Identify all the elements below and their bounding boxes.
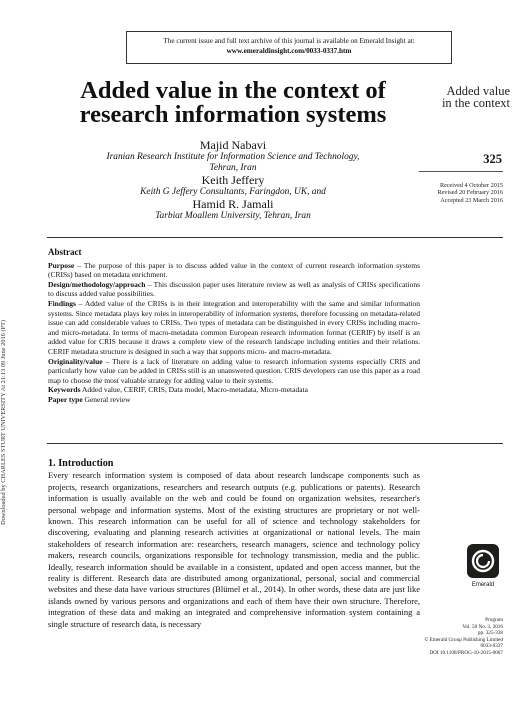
header-divider [47, 237, 503, 238]
author-name: Keith Jeffery [201, 173, 265, 187]
abstract-design: Design/methodology/approach – This discussion paper uses literature review as well as analysis of CRISs specifications to discuss added value possibilities. [48, 279, 420, 299]
introduction-heading: 1. Introduction [48, 458, 114, 469]
author-affiliation: Iranian Research Institute for Information Science and Technology, [106, 152, 360, 162]
abstract-section [48, 248, 420, 405]
abstract-purpose: Purpose – The purpose of this paper is to discuss added value in the context of current research information systems (CRISs) based on metadata enrichment. [48, 260, 420, 280]
author-affiliation: Keith G Jeffery Consultants, Faringdon, UK, and [140, 187, 326, 197]
author-affiliation: Tehran, Iran [209, 163, 257, 173]
author-affiliation: Tarbiat Moallem University, Tehran, Iran [155, 211, 311, 221]
running-section-label: Added value in the context [441, 84, 510, 110]
abstract-heading: Abstract [48, 247, 82, 257]
abstract-divider [47, 443, 503, 444]
introduction-body: Every research information system is composed of data about research landscape components such as projects, research organizations, researchers and research outputs (e.g. publications or patents). Research information is usually available on the web and could be found on organization websites, researcher's personal webpage and information systems. Most of the existing structures are proprietary or not well-known. This research information can be useful for all of science and technology stakeholders for discovering, evaluating and planning research activities at organizational or national levels. The main stakeholders of research information are: researchers, research managers, science and technology policy makers, research councils, organizations responsible for technology transmission, media and the public. Ideally, research information should be available in a consistent, updated and open access manner, but the reality is different. Research data are distributed among organizational, personal, social and commercial websites and these data have various structures (Blümel et al., 2014). In other words, these data are just like islands owned by various persons and organizations and each of them have their own structure. Therefore, integration of these data and making an integrated and comprehensive information system containing a single structure of research data, is necessary [48, 470, 420, 629]
author-name: Hamid R. Jamali [192, 197, 274, 211]
sidebar-divider [419, 171, 503, 172]
abstract-keywords: Keywords Added value, CERIF, CRIS, Data model, Macro-metadata, Micro-metadata [48, 385, 308, 395]
journal-citation-info: Program Vol. 50 No. 3, 2016 pp. 325-338 © Emerald Group Publishing Limited 0033-0337 DOI 10.1108/PROG-10-2015-0067 [424, 617, 503, 656]
access-notice-box [126, 31, 452, 64]
page-number: 325 [483, 152, 502, 166]
author-name: Majid Nabavi [199, 138, 267, 152]
received-dates: Received 4 October 2015 Revised 20 February 2016 Accepted 23 March 2016 [437, 182, 503, 204]
author-list [50, 139, 416, 222]
abstract-originality: Originality/value – There is a lack of literature on adding value to research information systems especially CRIS and particularly how value can be added in CRISs still is an unanswered question. CRIS developers can use this paper as a road map to choose the most valuable strategy for adding value to their systems. [48, 356, 420, 385]
article-title: Added value in the context of research information systems [79, 77, 387, 128]
journal-url-link[interactable]: www.emeraldinsight.com/0033-0337.htm [226, 47, 352, 55]
abstract-paper-type: Paper type General review [48, 394, 131, 404]
abstract-findings: Findings – Added value of the CRISs is in their integration and interoperability with the same and similar information systems. Since metadata plays key roles in interoperability of information systems, therefore focussing on metadata-related issue can add considerable values to CRISs. Two types of metadata can be distinguished in every CRISs including macro- and micro-metadata. In terms of macro-metadata common European research information format (CERIF) by itself is an added value for CRIS because it draws a complete view of the research landscape including entities and their relations. CERIF metadata structure is designed in such a way that supports micro- and macro-metadata. [48, 298, 420, 356]
emerald-logo [466, 543, 500, 588]
access-notice-text: The current issue and full text archive of this journal is available on Emerald Insight at: [163, 37, 415, 45]
introduction-section [48, 458, 420, 630]
emerald-logo-icon [466, 543, 500, 579]
download-watermark: Downloaded by CHARLES STURT UNIVERSITY At 21:13 09 June 2016 (PT) [0, 319, 7, 525]
emerald-wordmark: Emerald [471, 582, 495, 588]
